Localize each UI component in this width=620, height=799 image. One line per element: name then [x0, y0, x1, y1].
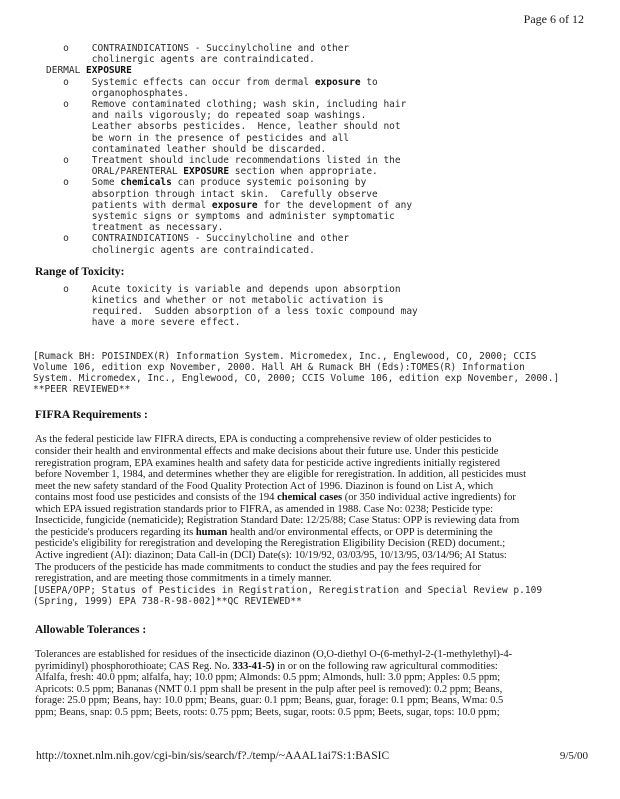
page-header [0, 0, 620, 26]
text-line: pesticide's eligibility for reregistration and developing the Reregistration Eligibility Decision (RED) document.; [35, 538, 506, 550]
text-line: reregistration, and are meeting those commitments in a timely manner. [35, 573, 332, 585]
footer-url: http://toxnet.nlm.nih.gov/cgi-bin/sis/search/f?./temp/~AAAL1ai7S:1:BASIC [36, 750, 390, 762]
fifra-requirements-paragraph [35, 434, 620, 584]
page-footer [36, 750, 588, 762]
text-line: The producers of the pesticide has made commitments to conduct the studies and pay the fees required for [35, 561, 481, 573]
text-line: patients with dermal exposure for the development of any [46, 199, 413, 211]
text-line: o CONTRAINDICATIONS - Succinylcholine and other [46, 233, 350, 245]
text-line: o Remove contaminated clothing; wash skin, including hair [46, 99, 407, 111]
text-line: **PEER REVIEWED** [33, 384, 131, 396]
text-line: pyrimidinyl) phosphorothioate; CAS Reg. No. 333-41-5) in or on the following raw agricultural commodities: [35, 660, 498, 672]
text-line: As the federal pesticide law FIFRA directs, EPA is conducting a comprehensive review of older pesticides to [35, 434, 492, 446]
text-line: which EPA issued registration standards prior to FIFRA, as amended in 1988. Case No: 0238; Pesticide type: [35, 503, 494, 515]
text-line: ppm; Beans, snap: 0.5 ppm; Beets, roots: 0.75 ppm; Beets, sugar, roots: 0.5 ppm; Beets, sugar, tops: 10.0 ppm; [35, 706, 500, 718]
text-line: o Some chemicals can produce systemic poisoning by [46, 177, 367, 189]
text-line: (Spring, 1999) EPA 738-R-98-002]**QC REVIEWED** [33, 595, 302, 607]
text-line: Tolerances are established for residues of the insecticide diazinon (O,O-diethyl O-(6-methyl-2-(1-methylethyl)-4- [35, 649, 513, 660]
text-line: required. Sudden absorption of a less toxic compound may [46, 306, 418, 318]
text-line: cholinergic agents are contraindicated. [46, 54, 315, 66]
text-line: before November 1, 1984, and determines whether they are eligible for reregistration. In addition, all pesticides must [35, 469, 527, 481]
text-line: kinetics and whether or not metabolic activation is [46, 295, 384, 307]
text-line: Insecticide, fungicide (nematicide); Registration Standard Date: 12/25/88; Case Status: OPP is reviewing data from [35, 515, 520, 527]
footer-date: 9/5/00 [559, 750, 588, 762]
text-line: Leather absorbs pesticides. Hence, leather should not [46, 121, 401, 133]
text-line: o Treatment should include recommendations listed in the [46, 155, 401, 167]
page-number: Page 6 of 12 [523, 12, 584, 26]
text-line: meet the new safety standard of the Food Quality Protection Act of 1996. Diazinon is found on List A, which [35, 480, 494, 492]
text-line: organophosphates. [46, 87, 189, 99]
text-line: contains most food use pesticides and consists of the 194 chemical cases (or 350 individual active ingredients) for [35, 492, 516, 504]
text-line: have a more severe effect. [46, 317, 241, 329]
text-line: absorption through intact skin. Carefully observe [46, 188, 378, 200]
fifra-requirements-heading: FIFRA Requirements : [35, 409, 148, 422]
poisindex-citation [33, 351, 620, 396]
text-line: System. Micromedex, Inc., Englewood, CO, 2000; CCIS Volume 106, edition exp November, 2000.] [33, 373, 560, 385]
text-line: consider their health and environmental effects and make decisions about their future use. Under this pesticide [35, 446, 499, 458]
text-line: Volume 106, edition exp November, 2000. Hall AH & Rumack BH (Eds):TOMES(R) Information [33, 361, 525, 373]
range-of-toxicity-heading: Range of Toxicity: [35, 265, 125, 278]
text-line: [Rumack BH: POISINDEX(R) Information System. Micromedex, Inc., Englewood, CO, 2000; CCIS [33, 350, 537, 362]
usepa-citation [33, 585, 620, 607]
allowable-tolerances-paragraph [35, 649, 620, 718]
text-line: the pesticide's producers regarding its human health and/or environmental effects, or OPP is determining the [35, 526, 493, 538]
text-line: Apricots: 0.5 ppm; Bananas (NMT 0.1 ppm shall be present in the pulp after peel is removed): 0.2 ppm; Beans, [35, 683, 503, 695]
text-line: [USEPA/OPP; Status of Pesticides in Registration, Reregistration and Special Review p.109 [33, 584, 543, 596]
text-line: ORAL/PARENTERAL EXPOSURE section when appropriate. [46, 166, 378, 178]
text-line: cholinergic agents are contraindicated. [46, 244, 315, 256]
text-line: o Acute toxicity is variable and depends upon absorption [46, 283, 401, 295]
text-line: contaminated leather should be discarded. [46, 143, 327, 155]
dermal-exposure-section [46, 43, 620, 256]
text-line: Active ingredient (AI): diazinon; Data Call-in (DCI) Date(s): 10/19/92, 03/03/95, 10/13/95, 03/14/96; AI Status: [35, 549, 507, 561]
text-line: be worn in the presence of pesticides and all [46, 132, 350, 144]
allowable-tolerances-heading: Allowable Tolerances : [35, 624, 147, 636]
text-line: DERMAL EXPOSURE [46, 65, 132, 77]
text-line: Alfalfa, fresh: 40.0 ppm; alfalfa, hay; 10.0 ppm; Almonds: 0.5 ppm; Almonds, hull: 3.0 ppm; Apples: 0.5 ppm; [35, 672, 501, 684]
text-line: forage: 25.0 ppm; Beans, hay: 10.0 ppm; Beans, guar: 0.1 ppm; Beans, guar, forage: 0.1 ppm; Beans, Wma: 0.5 [35, 695, 504, 707]
text-line: and nails vigorously; do repeated soap washings. [46, 110, 367, 122]
text-line: reregistration program, EPA examines health and safety data for pesticide active ingredients initially registered [35, 457, 500, 469]
text-line: o Systemic effects can occur from dermal exposure to [46, 76, 378, 88]
text-line: treatment as necessary. [46, 222, 224, 234]
text-line: systemic signs or symptoms and administer symptomatic [46, 211, 395, 223]
text-line: o CONTRAINDICATIONS - Succinylcholine and other [46, 43, 350, 54]
range-of-toxicity-section [46, 284, 620, 329]
